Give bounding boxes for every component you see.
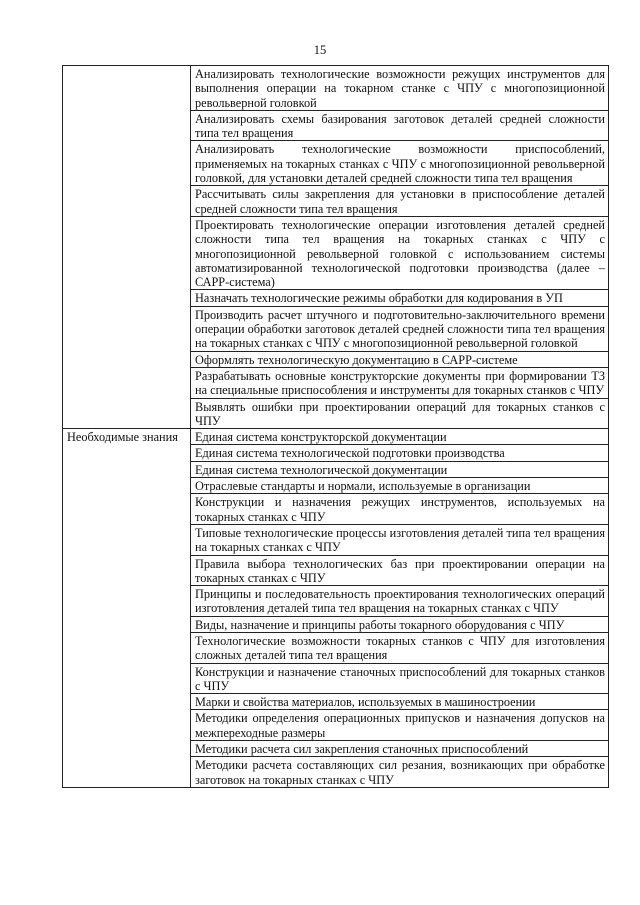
table-cell-item: Отраслевые стандарты и нормали, используемые в организации — [191, 478, 609, 494]
table-cell-item: Производить расчет штучного и подготовительно-заключительного времени операции обработки заготовок деталей средней сложности типа тел вращения на токарных станках с ЧПУ с многопозиционной револьверной головкой — [191, 306, 609, 351]
table-cell-item: Оформлять технологическую документацию в САРР-системе — [191, 351, 609, 367]
table-cell-item: Принципы и последовательность проектирования технологических операций изготовления деталей типа тел вращения на токарных станках с ЧПУ — [191, 586, 609, 617]
table-cell-item: Методики расчета составляющих сил резания, возникающих при обработке заготовок на токарных станках с ЧПУ — [191, 757, 609, 788]
section-label: Необходимые знания — [63, 429, 191, 788]
table-row — [63, 429, 609, 445]
table-cell-item: Анализировать технологические возможности приспособлений, применяемых на токарных станках с ЧПУ с многопозиционной револьверной головкой, для установки деталей средней сложности типа тел вращения — [191, 141, 609, 186]
requirements-table — [62, 65, 609, 788]
table-cell-item: Типовые технологические процессы изготовления деталей типа тел вращения на токарных станках с ЧПУ — [191, 524, 609, 555]
table-cell-item: Методики расчета сил закрепления станочных приспособлений — [191, 741, 609, 757]
table-cell-item: Рассчитывать силы закрепления для установки в приспособление деталей средней сложности типа тел вращения — [191, 186, 609, 217]
table-cell-item: Конструкции и назначения режущих инструментов, используемых на токарных станках с ЧПУ — [191, 494, 609, 525]
section-label — [63, 66, 191, 429]
table-cell-item: Технологические возможности токарных станков с ЧПУ для изготовления сложных деталей типа тел вращения — [191, 632, 609, 663]
requirements-table-body — [63, 66, 609, 788]
table-cell-item: Методики определения операционных припусков и назначения допусков на межпереходные размеры — [191, 710, 609, 741]
table-row — [63, 66, 609, 111]
table-cell-item: Марки и свойства материалов, используемых в машиностроении — [191, 694, 609, 710]
table-cell-item: Конструкции и назначение станочных приспособлений для токарных станков с ЧПУ — [191, 663, 609, 694]
table-cell-item: Виды, назначение и принципы работы токарного оборудования с ЧПУ — [191, 616, 609, 632]
table-cell-item: Правила выбора технологических баз при проектировании операции на токарных станках с ЧПУ — [191, 555, 609, 586]
table-cell-item: Единая система технологической документации — [191, 461, 609, 477]
table-cell-item: Назначать технологические режимы обработки для кодирования в УП — [191, 290, 609, 306]
table-cell-item: Разрабатывать основные конструкторские документы при формировании ТЗ на специальные приспособления и инструменты для токарных станков с ЧПУ — [191, 367, 609, 398]
table-cell-item: Единая система технологической подготовки производства — [191, 445, 609, 461]
table-cell-item: Анализировать схемы базирования заготовок деталей средней сложности типа тел вращения — [191, 110, 609, 141]
table-cell-item: Анализировать технологические возможности режущих инструментов для выполнения операции на токарном станке с ЧПУ с многопозиционной револьверной головкой — [191, 66, 609, 111]
page-number: 15 — [313, 43, 327, 57]
table-cell-item: Единая система конструкторской документации — [191, 429, 609, 445]
table-cell-item: Выявлять ошибки при проектировании операций для токарных станков с ЧПУ — [191, 398, 609, 429]
table-cell-item: Проектировать технологические операции изготовления деталей средней сложности типа тел вращения на токарных станках с ЧПУ с многопозиционной револьверной головкой с использованием системы автоматизированной технологической подготовки производства (далее – САРР-система) — [191, 216, 609, 289]
